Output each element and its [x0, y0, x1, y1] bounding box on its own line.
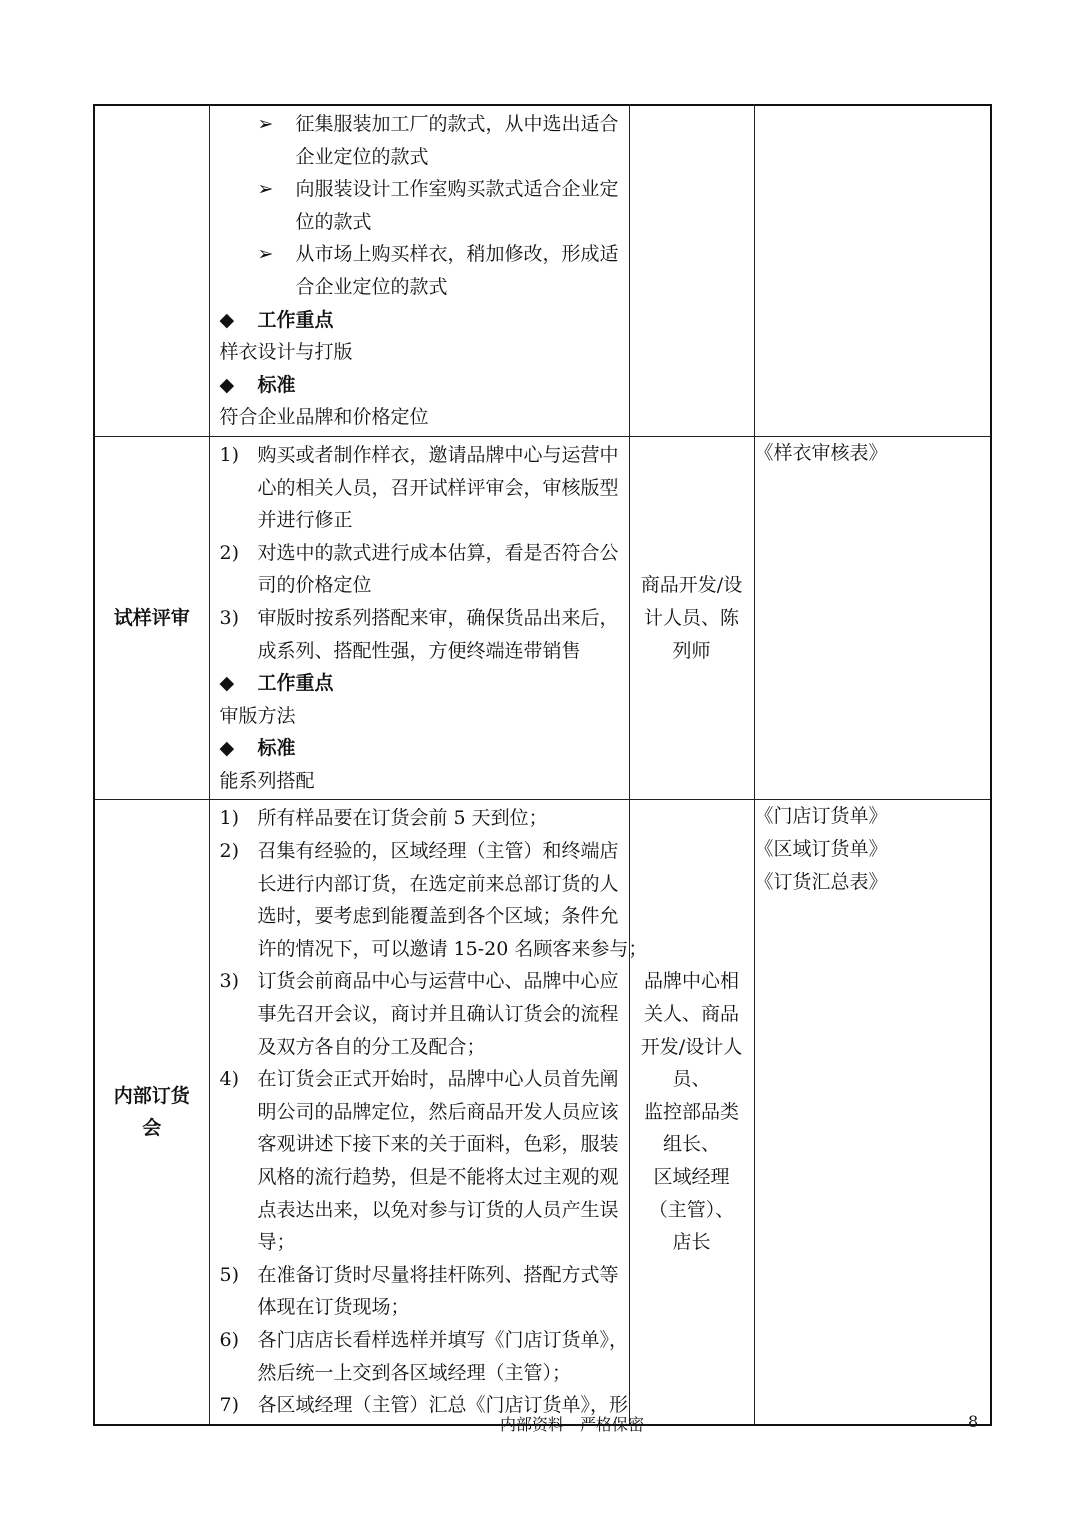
- diamond-bullet-icon: ◆: [219, 737, 235, 760]
- confidential-note: 内部资料 严格保密: [500, 1415, 645, 1434]
- form-name: 《区域订货单》: [754, 838, 888, 861]
- process-table: [93, 104, 992, 1426]
- list-item: 2) 对选中的款式进行成本估算，看是否符合公 司的价格定位: [219, 541, 619, 597]
- stage-cell: [94, 105, 209, 436]
- list-item: 5) 在准备订货时尽量将挂杆陈列、搭配方式等 体现在订货现场；: [219, 1263, 619, 1319]
- focus-heading: ◆ 工作重点: [220, 304, 619, 337]
- form-name: 《样衣审核表》: [754, 441, 888, 464]
- table-row: [94, 105, 991, 436]
- standard-heading: ◆ 标准: [220, 369, 619, 402]
- focus-text: 样衣设计与打版: [219, 341, 353, 364]
- arrow-bullet-icon: ➢: [257, 243, 274, 266]
- table-row: [94, 436, 991, 800]
- list-item: ➢ 征集服装加工厂的款式，从中选出适合 企业定位的款式: [220, 108, 619, 173]
- list-item: 2) 召集有经验的，区域经理（主管）和终端店 长进行内部订货，在选定前来总部订货的人 选时，要考虑到能覆盖到各个区域；条件允 许的情况下，可以邀请 15-20 名顾客来参与；: [219, 840, 648, 960]
- diamond-bullet-icon: ◆: [219, 672, 235, 695]
- responsible-cell: [629, 105, 754, 436]
- responsible-cell: 商品开发/设 计人员、陈 列师: [629, 436, 754, 800]
- list-item: 4) 在订货会正式开始时，品牌中心人员首先阐 明公司的品牌定位，然后商品开发人员应该 客观讲述下接下来的关于面料，色彩，服装 风格的流行趋势，但是不能将太过主观的观 点表达出来，以免对参与订货的人员产生误 导；: [219, 1068, 619, 1254]
- stage-cell: 试样评审: [94, 436, 209, 800]
- standard-text: 能系列搭配: [219, 769, 315, 792]
- list-item: 3) 审版时按系列搭配来审，确保货品出来后， 成系列、搭配性强，方便终端连带销售: [219, 606, 619, 662]
- standard-text: 符合企业品牌和价格定位: [219, 406, 429, 429]
- list-item: 6) 各门店店长看样选样并填写《门店订货单》， 然后统一上交到各区域经理（主管）；: [219, 1328, 629, 1384]
- list-item: ➢ 从市场上购买样衣，稍加修改，形成适 合企业定位的款式: [220, 238, 619, 303]
- arrow-bullet-icon: ➢: [257, 178, 274, 201]
- arrow-bullet-icon: ➢: [257, 113, 274, 135]
- standard-heading: ◆ 标准: [220, 732, 619, 765]
- forms-cell: [754, 105, 991, 436]
- focus-text: 审版方法: [219, 704, 296, 727]
- list-item: 1) 购买或者制作样衣，邀请品牌中心与运营中 心的相关人员，召开试样评审会，审核版型 并进行修正: [219, 443, 619, 532]
- forms-cell: [754, 436, 991, 800]
- form-name: 《门店订货单》: [754, 805, 888, 828]
- content-cell: [209, 105, 629, 436]
- table-row: [94, 800, 991, 1425]
- diamond-bullet-icon: ◆: [219, 308, 235, 331]
- list-item: ➢ 向服装设计工作室购买款式适合企业定 位的款式: [220, 173, 619, 238]
- list-item: 7) 各区域经理（主管）汇总《门店订货单》，形: [219, 1394, 629, 1417]
- focus-heading: ◆ 工作重点: [220, 667, 619, 700]
- stage-cell: 内部订货 会: [94, 800, 209, 1425]
- page-number: 8: [968, 1412, 979, 1431]
- form-name: 《订货汇总表》: [754, 870, 888, 893]
- responsible-cell: 品牌中心相 关人、商品 开发/设计人 员、 监控部品类 组长、 区域经理 （主管）、 店长: [629, 800, 754, 1425]
- content-cell: [209, 436, 629, 800]
- list-item: 3) 订货会前商品中心与运营中心、品牌中心应 事先召开会议，商讨并且确认订货会的流程 及双方各自的分工及配合；: [219, 970, 619, 1058]
- forms-cell: [754, 800, 991, 1425]
- diamond-bullet-icon: ◆: [219, 373, 235, 396]
- list-item: 1) 所有样品要在订货会前 5 天到位；: [219, 807, 548, 830]
